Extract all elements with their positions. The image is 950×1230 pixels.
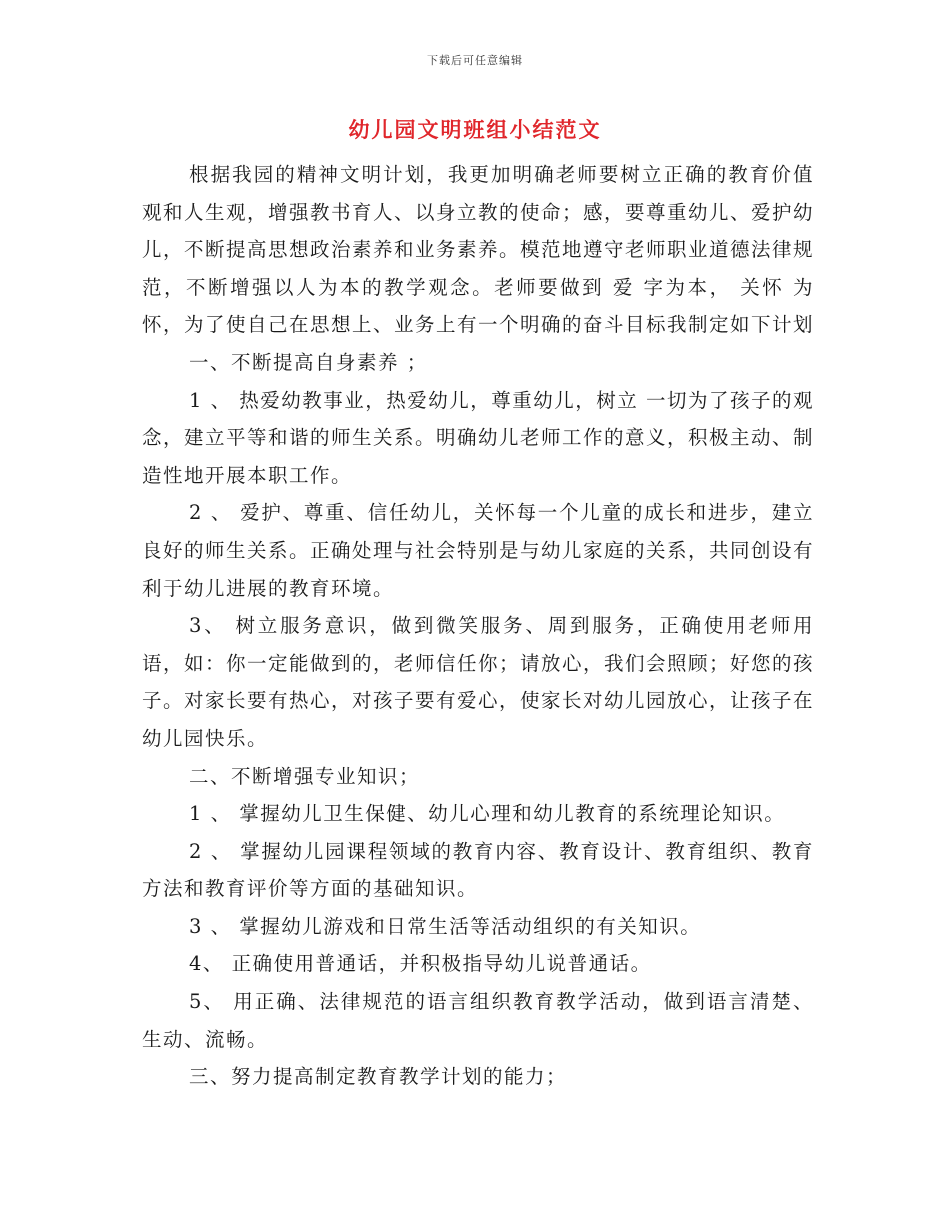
section-heading-2: 二、不断增强专业知识； (189, 764, 421, 788)
section-heading-1: 一、不断提高自身素养 ； (189, 350, 428, 374)
section-2-item-2: 2 、 掌握幼儿园课程领域的教育内容、教育设计、教育组织、教育方法和教育评价等方面的基础知识。 (142, 839, 814, 901)
section-heading-3: 三、努力提高制定教育教学计划的能力； (189, 1065, 568, 1089)
section-2-item-5: 5、 用正确、法律规范的语言组织教育教学活动，做到语言清楚、生动、流畅。 (142, 990, 814, 1051)
section-2-item-3: 3 、 掌握幼儿游戏和日常生活等活动组织的有关知识。 (189, 914, 702, 938)
intro-paragraph: 根据我园的精神文明计划，我更加明确老师要树立正确的教育价值观和人生观，增强教书育人、以身立教的使命；感，要尊重幼儿、爱护幼儿，不断提高思想政治素养和业务素养。模范地遵守老师职业道德法律规范，不断增强以人为本的教学观念。老师要做到 爱 字为本， 关怀 为怀，为了使自己在思想上、业务上有一个明确的奋斗目标我制定如下计划 (142, 163, 815, 337)
section-2-item-4: 4、 正确使用普通话，并积极指导幼儿说普通话。 (189, 952, 652, 976)
document-title: 幼儿园文明班组小结范文 (348, 117, 602, 142)
section-2-item-1: 1 、 掌握幼儿卫生保健、幼儿心理和幼儿教育的系统理论知识。 (189, 802, 786, 826)
document-body (142, 156, 814, 1096)
page-header-note: 下载后可任意编辑 (427, 54, 523, 67)
section-1-item-1: 1 、 热爱幼教事业，热爱幼儿，尊重幼儿，树立 一切为了孩子的观念，建立平等和谐的师生关系。明确幼儿老师工作的意义，积极主动、制造性地开展本职工作。 (142, 388, 815, 487)
section-1-item-3: 3、 树立服务意识，做到微笑服务、周到服务，正确使用老师用语，如：你一定能做到的，老师信任你；请放心，我们会照顾；好您的孩子。对家长要有热心，对孩子要有爱心，使家长对幼儿园放心，让孩子在幼儿园快乐。 (142, 614, 815, 750)
section-1-item-2: 2 、 爱护、尊重、信任幼儿，关怀每一个儿童的成长和进步，建立良好的师生关系。正确处理与社会特别是与幼儿家庭的关系，共同创设有利于幼儿进展的教育环境。 (142, 501, 815, 600)
